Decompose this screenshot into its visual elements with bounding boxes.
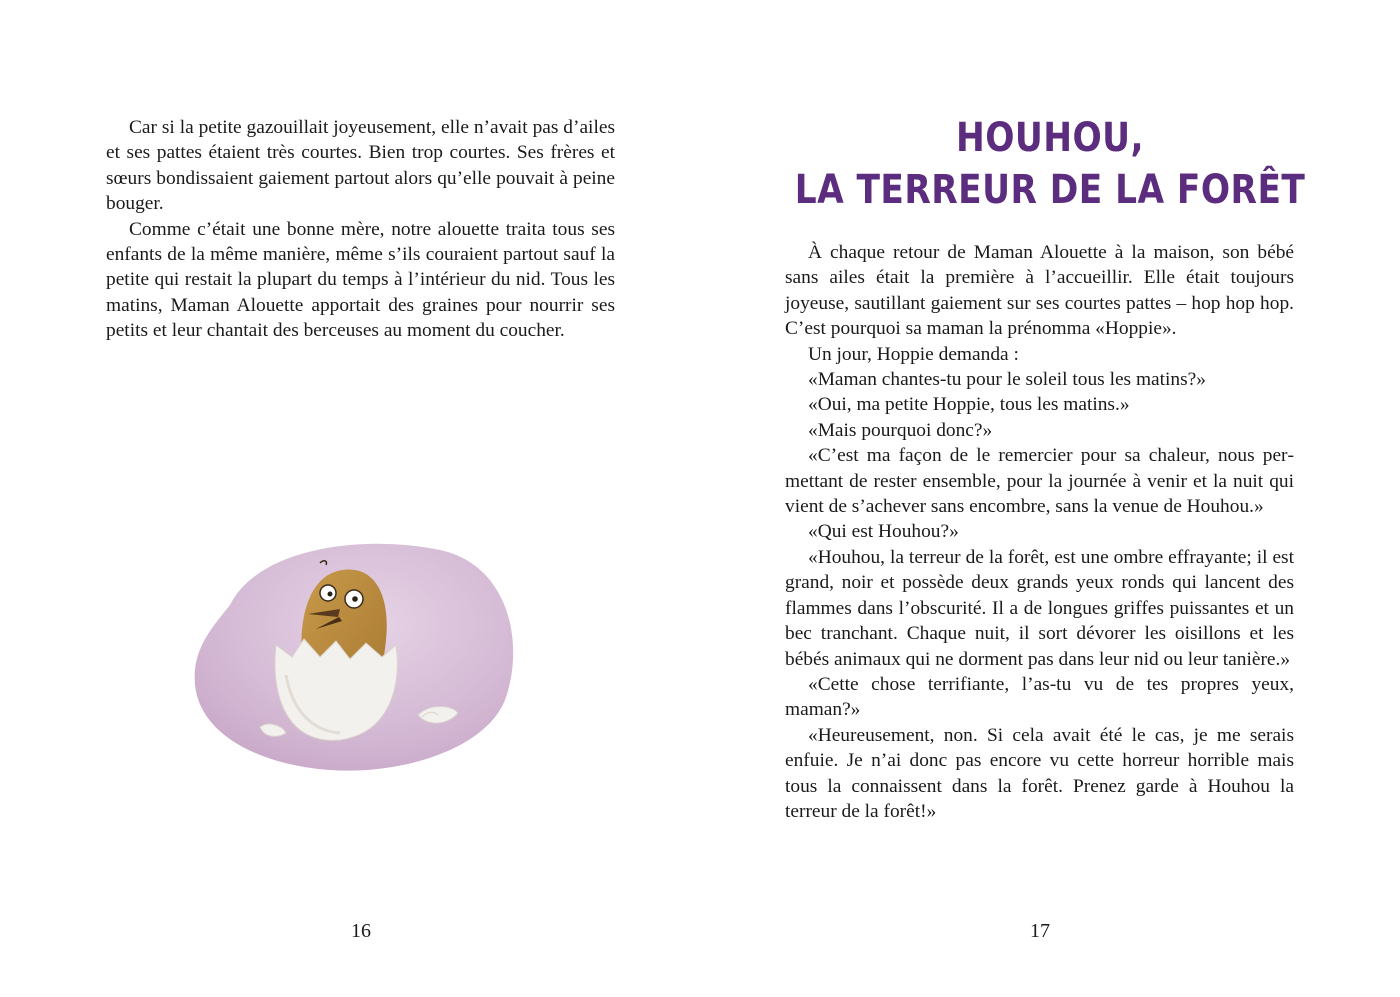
chapter-title-line: LA TERREUR DE LA FORÊT bbox=[794, 167, 1306, 213]
chapter-title bbox=[749, 112, 1351, 216]
paragraph: «C’est ma façon de le remercier pour sa chaleur, nous permettant de rester ensemble, pour la journée à venir et la nuit qui vient de s’achever sans encombre, sans la venue de Houhou.» bbox=[785, 445, 1294, 518]
paragraph: «Heureusement, non. Si cela avait été le cas, je me serais enfuie. Je n’ai donc pas encore vu cette horreur horrible mais tous la connaissent dans la forêt. Prenez garde à Houhou la terreur de la forêt!» bbox=[785, 724, 1294, 822]
paragraph: Car si la petite gazouillait joyeusement, elle n’avait pas d’ailes et ses pattes étaient très courtes. Bien trop courtes. Ses frères et sœurs bondissaient gaiement partout alors qu’elle pouvait à peine bouger. bbox=[106, 117, 615, 215]
chapter-title-line: HOUHOU, bbox=[955, 115, 1145, 161]
right-page bbox=[700, 0, 1400, 997]
paragraph: Comme c’était une bonne mère, notre alouette traita tous ses enfants de la même manière, même s’ils couraient partout sauf la petite qui restait la plupart du temps à l’intérieur du nid. Tous les matins, Maman Alouette apportait des graines pour nourrir ses petits et leur chantait des berceuses au moment du coucher. bbox=[106, 218, 615, 342]
paragraph: «Maman chantes-tu pour le soleil tous les matins?» bbox=[808, 369, 1206, 391]
page-number: 16 bbox=[351, 920, 371, 942]
page-number: 17 bbox=[1030, 920, 1050, 942]
paragraph: «Qui est Houhou?» bbox=[808, 521, 959, 543]
paragraph: «Cette chose terrifiante, l’as-tu vu de tes propres yeux, maman?» bbox=[785, 673, 1294, 721]
paragraph: À chaque retour de Maman Alouette à la maison, son bébé sans ailes était la première à l’accueillir. Elle était toujours joyeuse, sautillant gaiement sur ses courtes pattes – hop hop hop. C’est pourquoi sa maman la prénomma «Hoppie». bbox=[785, 242, 1294, 340]
paragraph: «Houhou, la terreur de la forêt, est une ombre effrayante; il est grand, noir et possède deux grands yeux ronds qui lancent des flammes dans l’obscurité. Il a de longues griffes puissantes et un bec tranchant. Chaque nuit, il sort dévorer les oisillons et les bébés animaux qui ne dorment pas dans leur nid ou leur tanière.» bbox=[785, 546, 1294, 670]
left-page-text bbox=[106, 115, 615, 344]
chick-hatching-from-egg-icon bbox=[190, 535, 520, 780]
paragraph: Un jour, Hoppie demanda : bbox=[808, 343, 1019, 365]
paragraph: «Mais pourquoi donc?» bbox=[808, 419, 993, 441]
paragraph: «Oui, ma petite Hoppie, tous les matins.» bbox=[808, 394, 1130, 416]
right-page-text bbox=[785, 240, 1294, 824]
